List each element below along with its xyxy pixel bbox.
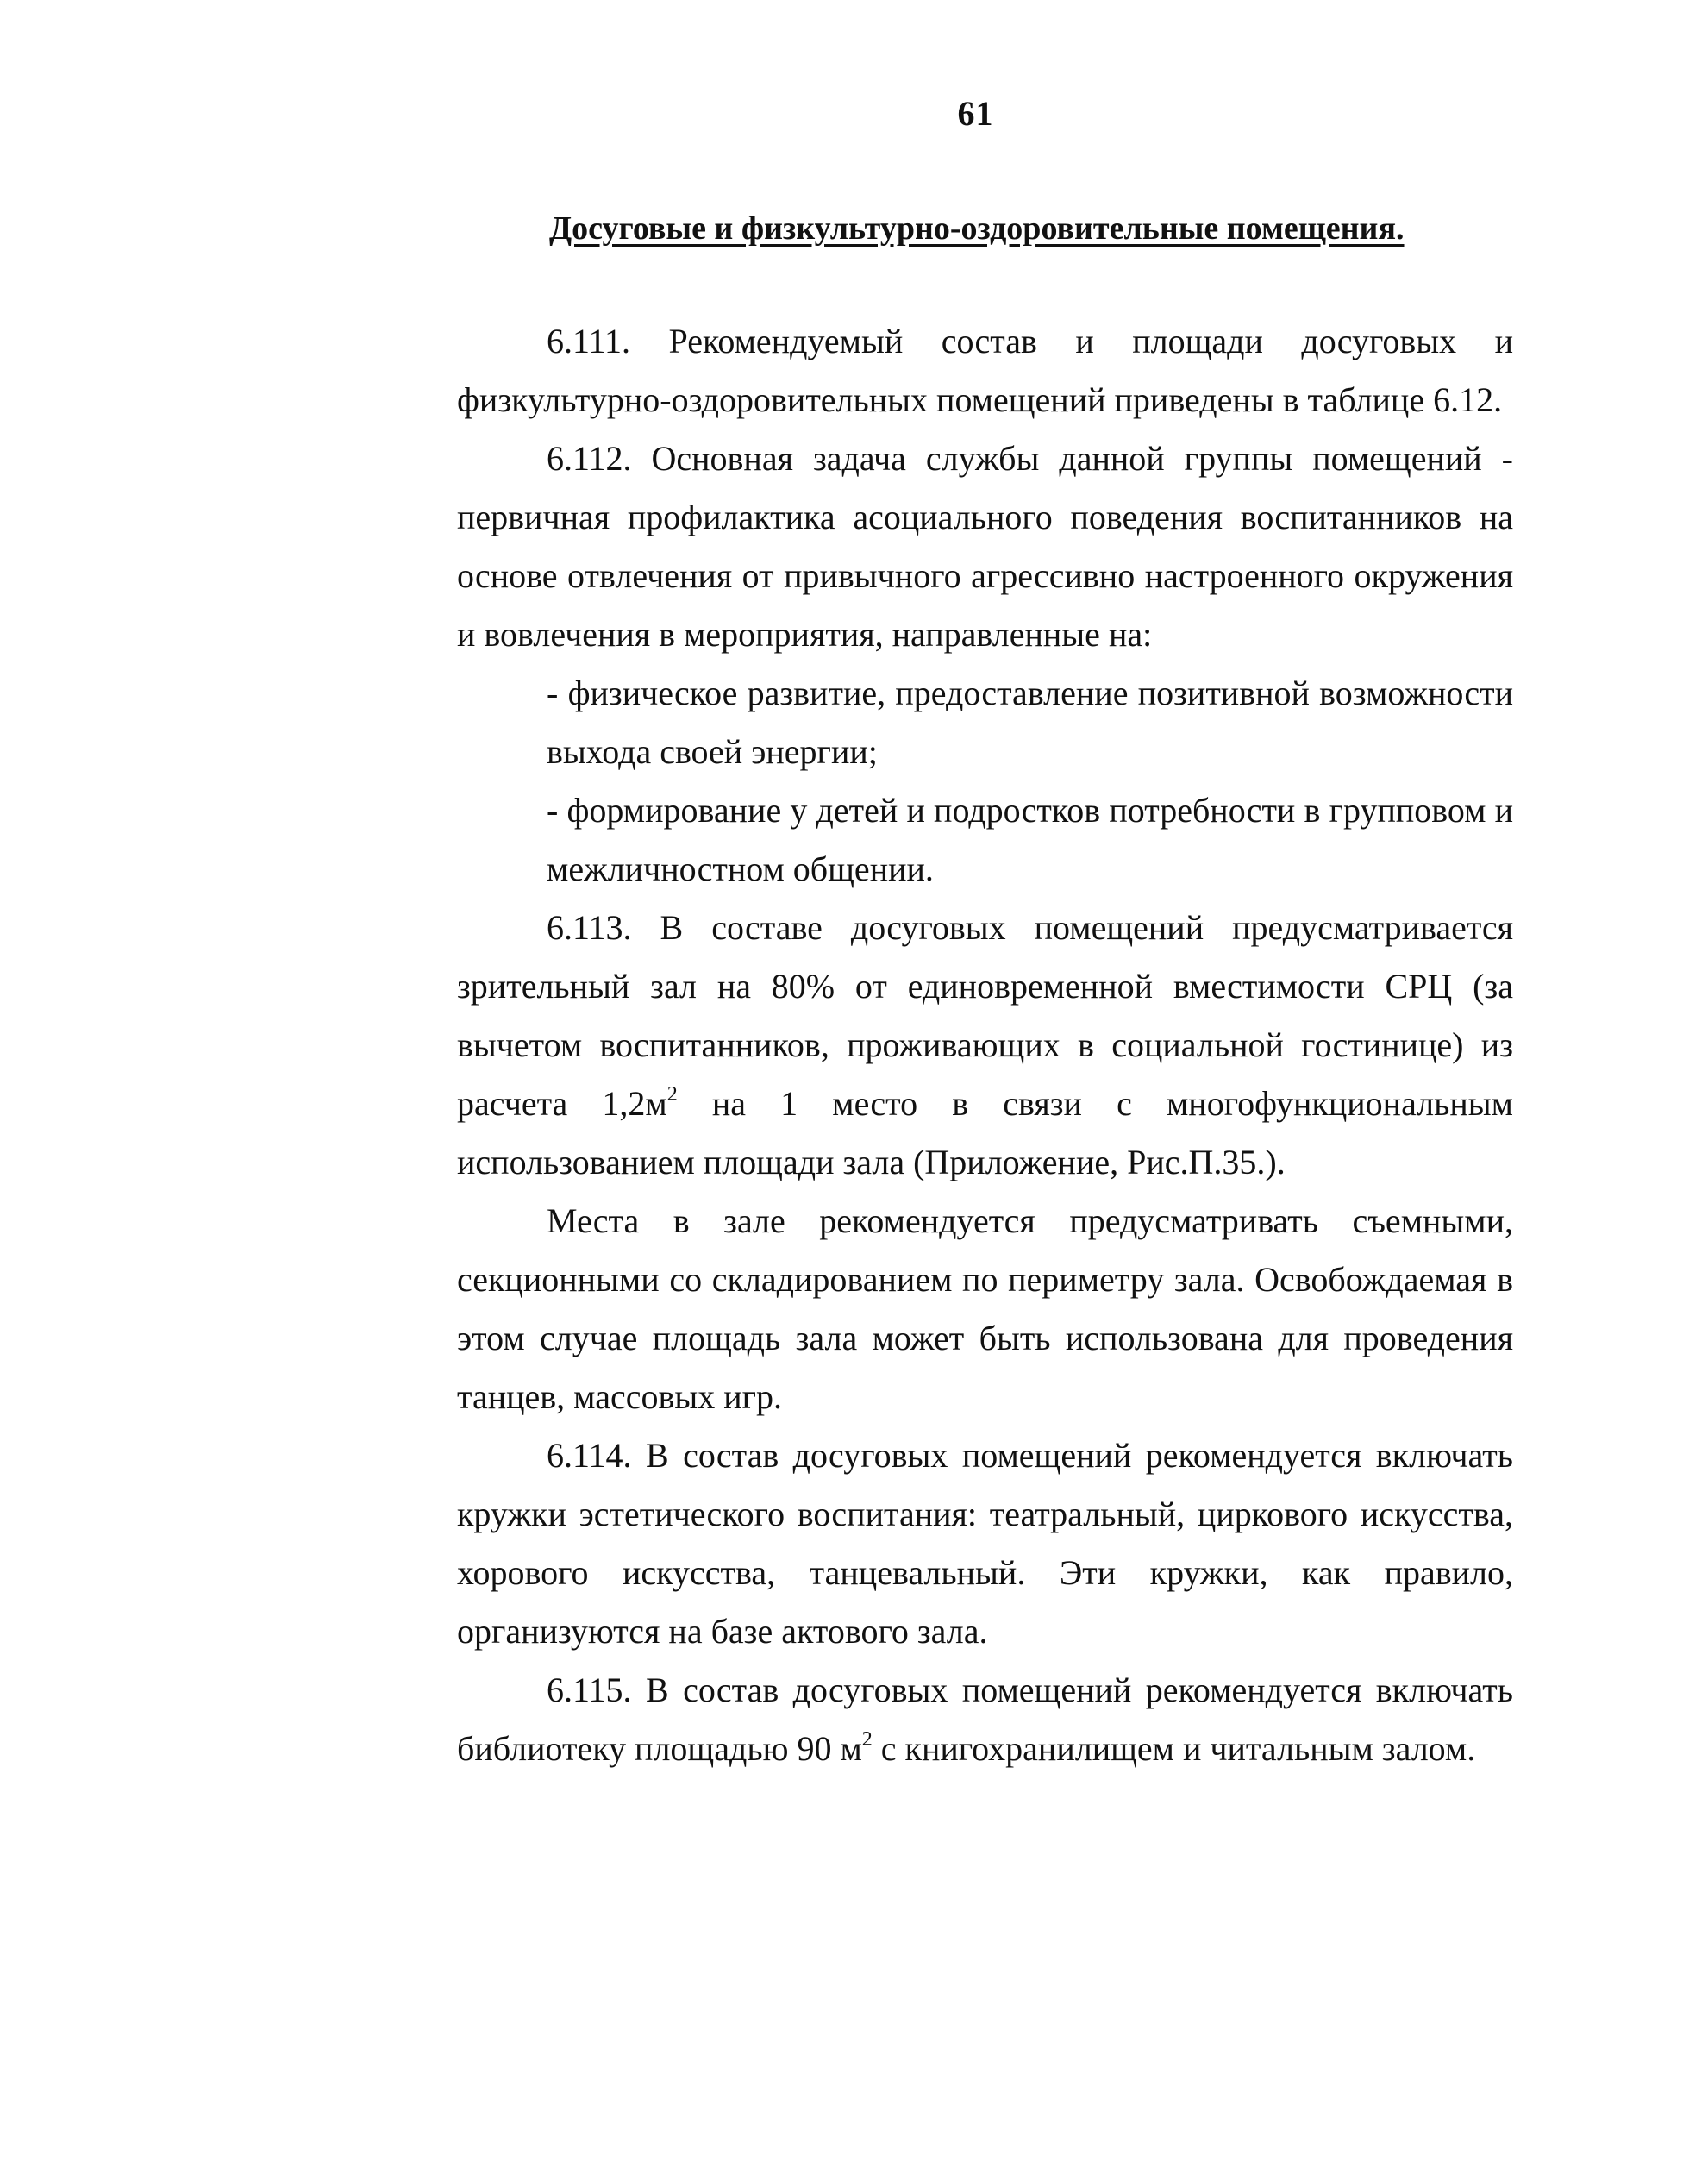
paragraph-6-111: 6.111. Рекомендуемый состав и площади досуговых и физкультурно-оздоровительных помещений приведены в таблице 6.12.	[457, 322, 1513, 419]
paragraph-6-112: 6.112. Основная задача службы данной группы помещений - первичная профилактика асоциального поведения воспитанников на основе отвлечения от привычного агрессивно настроенного окружения и вовлечения в мероприятия, направленные на:	[457, 439, 1513, 654]
paragraph-6-115	[457, 1661, 1513, 1778]
page-number: 61	[957, 94, 994, 133]
superscript: 2	[861, 1728, 873, 1752]
superscript: 2	[666, 1083, 678, 1106]
paragraph-text: 6.113. В составе досуговых помещений предусматривается зрительный зал на 80% от единовременной вместимости СРЦ (за вычетом воспитанников, проживающих в социальной гостинице) из расчета 1,2м	[457, 908, 1513, 1123]
paragraph-text: с книгохранилищем и читальным залом.	[872, 1729, 1476, 1768]
list-item: - физическое развитие, предоставление позитивной возможности выхода своей энергии;	[547, 674, 1513, 771]
list-item: - формирование у детей и подростков потребности в групповом и межличностном общении.	[547, 791, 1513, 888]
paragraph-6-113	[457, 899, 1513, 1192]
paragraph-text: на 1 место в связи с многофункциональным использованием площади зала (Приложение, Рис.П.35.).	[457, 1084, 1513, 1181]
paragraph-seating: Места в зале рекомендуется предусматривать съемными, секционными со складированием по периметру зала. Освобождаемая в этом случае площадь зала может быть использована для проведения танцев, массовых игр.	[457, 1201, 1513, 1416]
paragraph-6-114: 6.114. В состав досуговых помещений рекомендуется включать кружки эстетического воспитания: театральный, циркового искусства, хорового искусства, танцевальный. Эти кружки, как правило, организуются на базе актового зала.	[457, 1436, 1513, 1651]
document-body	[457, 312, 1513, 1778]
paragraph-text: 6.115. В состав досуговых помещений рекомендуется включать библиотеку площадью 90 м	[457, 1670, 1513, 1768]
section-title: Досуговые и физкультурно-оздоровительные помещения.	[549, 210, 1405, 247]
